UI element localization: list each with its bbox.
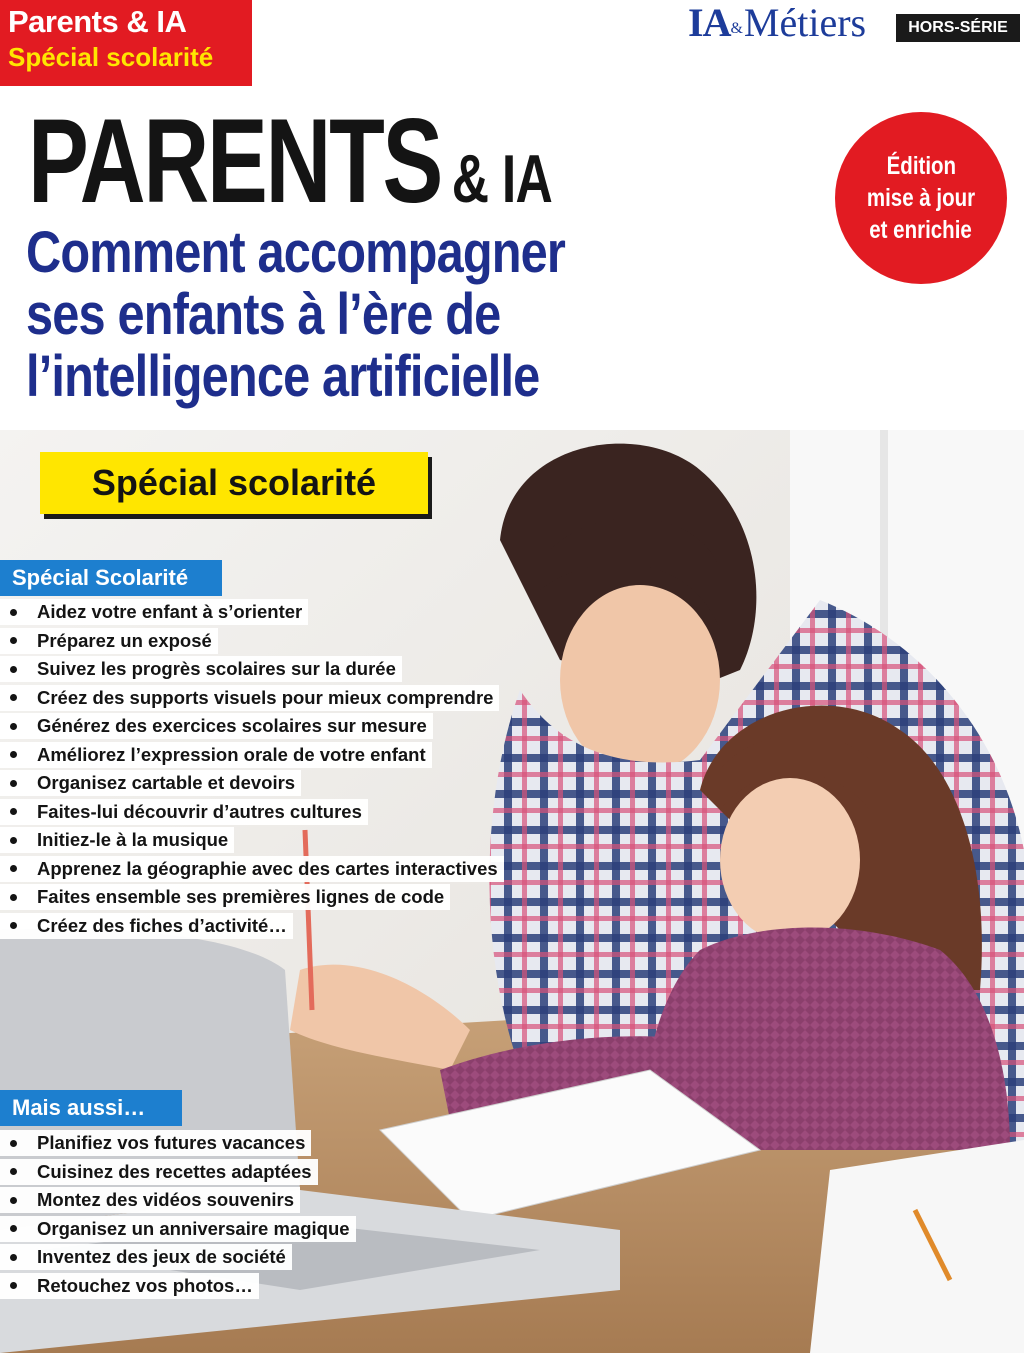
list-item: Générez des exercices scolaires sur mesure <box>0 712 504 741</box>
list-mais-aussi <box>0 1129 356 1300</box>
bullet-icon <box>10 1254 17 1261</box>
list-item: Montez des vidéos souvenirs <box>0 1186 356 1215</box>
list-item: Retouchez vos photos… <box>0 1272 356 1301</box>
list-item: Planifiez vos futures vacances <box>0 1129 356 1158</box>
list-item: Inventez des jeux de société <box>0 1243 356 1272</box>
list-item: Créez des fiches d’activité… <box>0 912 504 941</box>
corner-tag <box>0 0 252 86</box>
bullet-icon <box>10 1282 17 1289</box>
badge-line: et enrichie <box>869 216 973 244</box>
badge-line: Édition <box>886 152 956 180</box>
bullet-icon <box>10 1225 17 1232</box>
cover-subtitle <box>26 222 786 408</box>
bullet-icon <box>10 922 17 929</box>
subtitle-line: l’intelligence artificielle <box>26 344 540 409</box>
list-item: Organisez un anniversaire magique <box>0 1215 356 1244</box>
bullet-icon <box>10 637 17 644</box>
bullet-icon <box>10 694 17 701</box>
bullet-icon <box>10 808 17 815</box>
list-scolarite <box>0 598 504 940</box>
list-item: Organisez cartable et devoirs <box>0 769 504 798</box>
bullet-icon <box>10 1197 17 1204</box>
list-item: Faites-lui découvrir d’autres cultures <box>0 798 504 827</box>
bullet-icon <box>10 1168 17 1175</box>
bullet-icon <box>10 780 17 787</box>
list-item: Cuisinez des recettes adaptées <box>0 1158 356 1187</box>
bullet-icon <box>10 751 17 758</box>
bullet-icon <box>10 865 17 872</box>
list-item: Suivez les progrès scolaires sur la durée <box>0 655 504 684</box>
edition-badge <box>835 112 1007 284</box>
bullet-icon <box>10 666 17 673</box>
list-item: Faites ensemble ses premières lignes de code <box>0 883 504 912</box>
corner-tag-title: Parents & IA <box>8 4 187 39</box>
badge-line: mise à jour <box>866 184 976 212</box>
brand-logo <box>688 2 866 44</box>
list-item: Créez des supports visuels pour mieux comprendre <box>0 684 504 713</box>
bullet-icon <box>10 894 17 901</box>
brand-metiers: Métiers <box>743 0 867 45</box>
list-item: Améliorez l’expression orale de votre enfant <box>0 741 504 770</box>
bullet-icon <box>10 723 17 730</box>
subtitle-line: ses enfants à l’ère de <box>26 282 501 347</box>
corner-tag-subtitle: Spécial scolarité <box>8 42 214 72</box>
section-label-mais-aussi: Mais aussi… <box>0 1090 182 1126</box>
brand-ia: IA <box>688 0 731 45</box>
bullet-icon <box>10 837 17 844</box>
list-item: Initiez-le à la musique <box>0 826 504 855</box>
special-banner: Spécial scolarité <box>40 452 428 514</box>
list-item: Apprenez la géographie avec des cartes interactives <box>0 855 504 884</box>
bullet-icon <box>10 609 17 616</box>
cover-title-amp: & IA <box>451 141 553 217</box>
hors-serie-tag: HORS-SÉRIE <box>896 14 1020 42</box>
brand-amp: & <box>730 20 743 37</box>
section-label-scolarite: Spécial Scolarité <box>0 560 222 596</box>
bullet-icon <box>10 1140 17 1147</box>
subtitle-line: Comment accompagner <box>26 220 566 285</box>
list-item: Aidez votre enfant à s’orienter <box>0 598 504 627</box>
cover-title-main: PARENTS & IA <box>28 94 553 228</box>
list-item: Préparez un exposé <box>0 627 504 656</box>
